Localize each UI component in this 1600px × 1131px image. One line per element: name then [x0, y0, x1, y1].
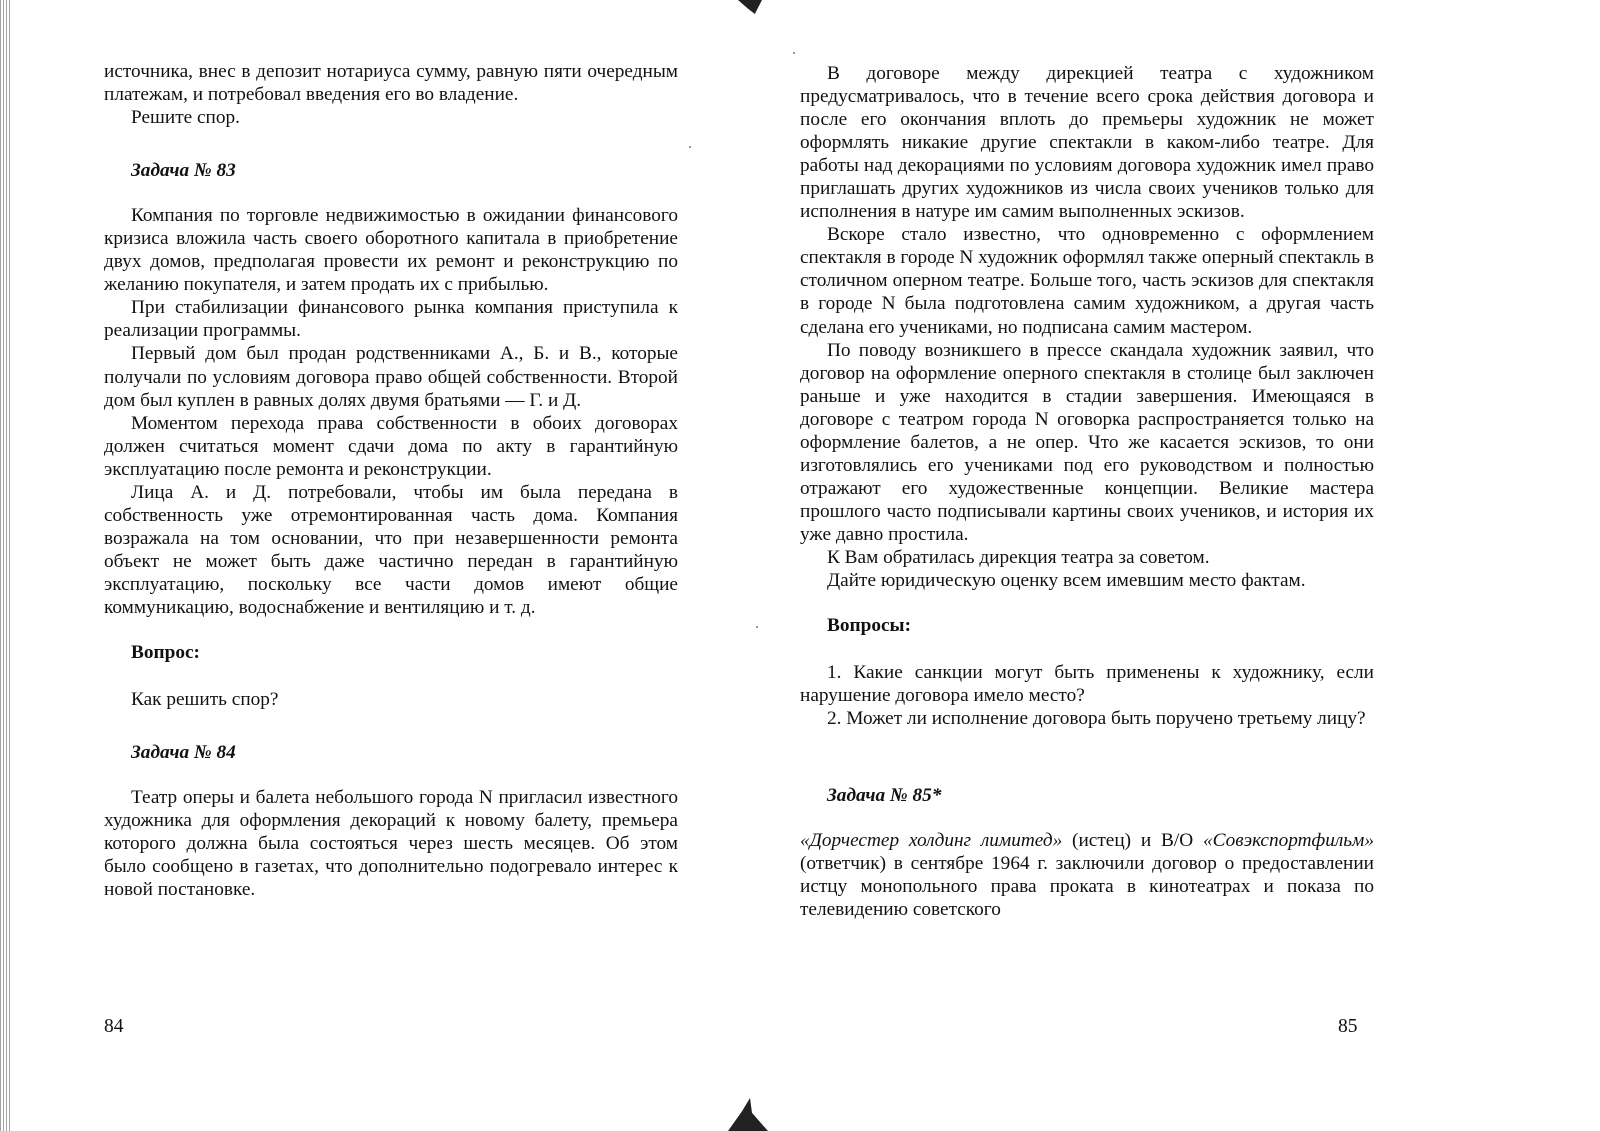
- task-heading-85: Задача № 85*: [827, 785, 942, 807]
- paragraph: В договоре между дирекцией театра с художником предусматривалось, что в течение всего срока действия договора и после его окончания вплоть до премьеры художник не может оформлять никакие другие спектакли в каком-либо театре. Для работы над декорациями по условиям договора художник имел право приглашать других художников из числа своих учеников только для исполнения в натуре им самим выполненных эскизов.: [800, 63, 1374, 223]
- paragraph: Первый дом был продан родственниками А., Б. и В., которые получали по условиям договора право общей собственности. Второй дом был куплен в равных долях двумя братьями — Г. и Д.: [104, 343, 678, 411]
- paragraph: источника, внес в депозит нотариуса сумму, равную пяти очередным платежам, и потребовал введения его во владение.: [104, 61, 678, 106]
- paragraph: Компания по торговле недвижимостью в ожидании финансового кризиса вложила часть своего оборотного капитала в приобретение двух домов, предполагая провести их ремонт и реконструкцию по желанию покупателя, и затем продать их с прибылью.: [104, 205, 678, 296]
- text-fragment: (ответчик) в сентябре 1964 г. заключили договор о предоставлении истцу монопольного права проката в кинотеатрах и показа по телевидению советского: [800, 853, 1374, 921]
- paragraph: Вскоре стало известно, что одновременно с оформлением спектакля в городе N художник оформлял также оперный спектакль в столичном оперном театре. Больше того, часть эскизов для спектакля в городе N была подготовлена самим художником, а другая часть сделана его учениками, но подписана самим мастером.: [800, 224, 1374, 338]
- paragraph: Моментом перехода права собственности в обоих договорах должен считаться момент сдачи дома по акту в гарантийную эксплуатацию после ремонта и реконструкции.: [104, 412, 678, 480]
- scan-speck: [689, 146, 691, 148]
- paragraph: Дайте юридическую оценку всем имевшим место фактам.: [827, 570, 1306, 592]
- paragraph: Решите спор.: [131, 107, 240, 129]
- page-number-left: 84: [104, 1016, 124, 1037]
- paragraph: Театр оперы и балета небольшого города N пригласил известного художника для оформления декораций к новому балету, премьера которого должна была состояться через шесть месяцев. Об этом было сообщено в газетах, что дополнительно подогревало интерес к новой постановке.: [104, 787, 678, 901]
- question-item: 1. Какие санкции могут быть применены к художнику, если нарушение договора имело место?: [800, 662, 1374, 707]
- right-page: [800, 62, 1374, 922]
- page-edge-shadow: [0, 0, 11, 1131]
- scan-speck: [756, 626, 758, 628]
- paragraph: По поводу возникшего в прессе скандала художник заявил, что договор на оформление оперного спектакля в столице был заключен раньше и уже находится в стадии завершения. Имеющаяся в договоре с театром города N оговорка распространяется только на оформление балетов, а не опер. Что же касается эскизов, то они изготовлялись его учениками под его руководством и полностью отражают его художественные концепции. Великие мастера прошлого часто подписывали картины своих учеников, и история их уже давно простила.: [800, 339, 1374, 545]
- paragraph: [800, 829, 1374, 921]
- binding-mark-bottom: [728, 1098, 768, 1131]
- party-name: «Совэкспортфильм»: [1202, 830, 1374, 852]
- paragraph: Лица А. и Д. потребовали, чтобы им была передана в собственность уже отремонтированная часть дома. Компания возражала на том основании, что при незавершенности ремонта объект не может быть даже частично передан в гарантийную эксплуатацию, поскольку все части домов имеют общие коммуникацию, водоснабжение и вентиляцию и т. д.: [104, 481, 678, 618]
- binding-mark-top: [738, 0, 762, 14]
- task-heading-84: Задача № 84: [131, 742, 236, 764]
- party-name: «Дорчестер холдинг лимитед»: [800, 830, 1063, 852]
- paragraph: К Вам обратилась дирекция театра за советом.: [827, 546, 1210, 568]
- scan-speck: [793, 52, 795, 54]
- questions-heading: Вопросы:: [827, 615, 912, 637]
- paragraph: При стабилизации финансового рынка компания приступила к реализации программы.: [104, 297, 678, 342]
- task-heading-83: Задача № 83: [131, 160, 236, 182]
- question-heading: Вопрос:: [131, 642, 200, 664]
- question-item: 2. Может ли исполнение договора быть поручено третьему лицу?: [827, 708, 1366, 730]
- question-text: Как решить спор?: [131, 689, 279, 711]
- page-number-right: 85: [1338, 1016, 1358, 1037]
- text-fragment: (истец) и В/О: [1062, 830, 1203, 852]
- left-page: [104, 60, 678, 901]
